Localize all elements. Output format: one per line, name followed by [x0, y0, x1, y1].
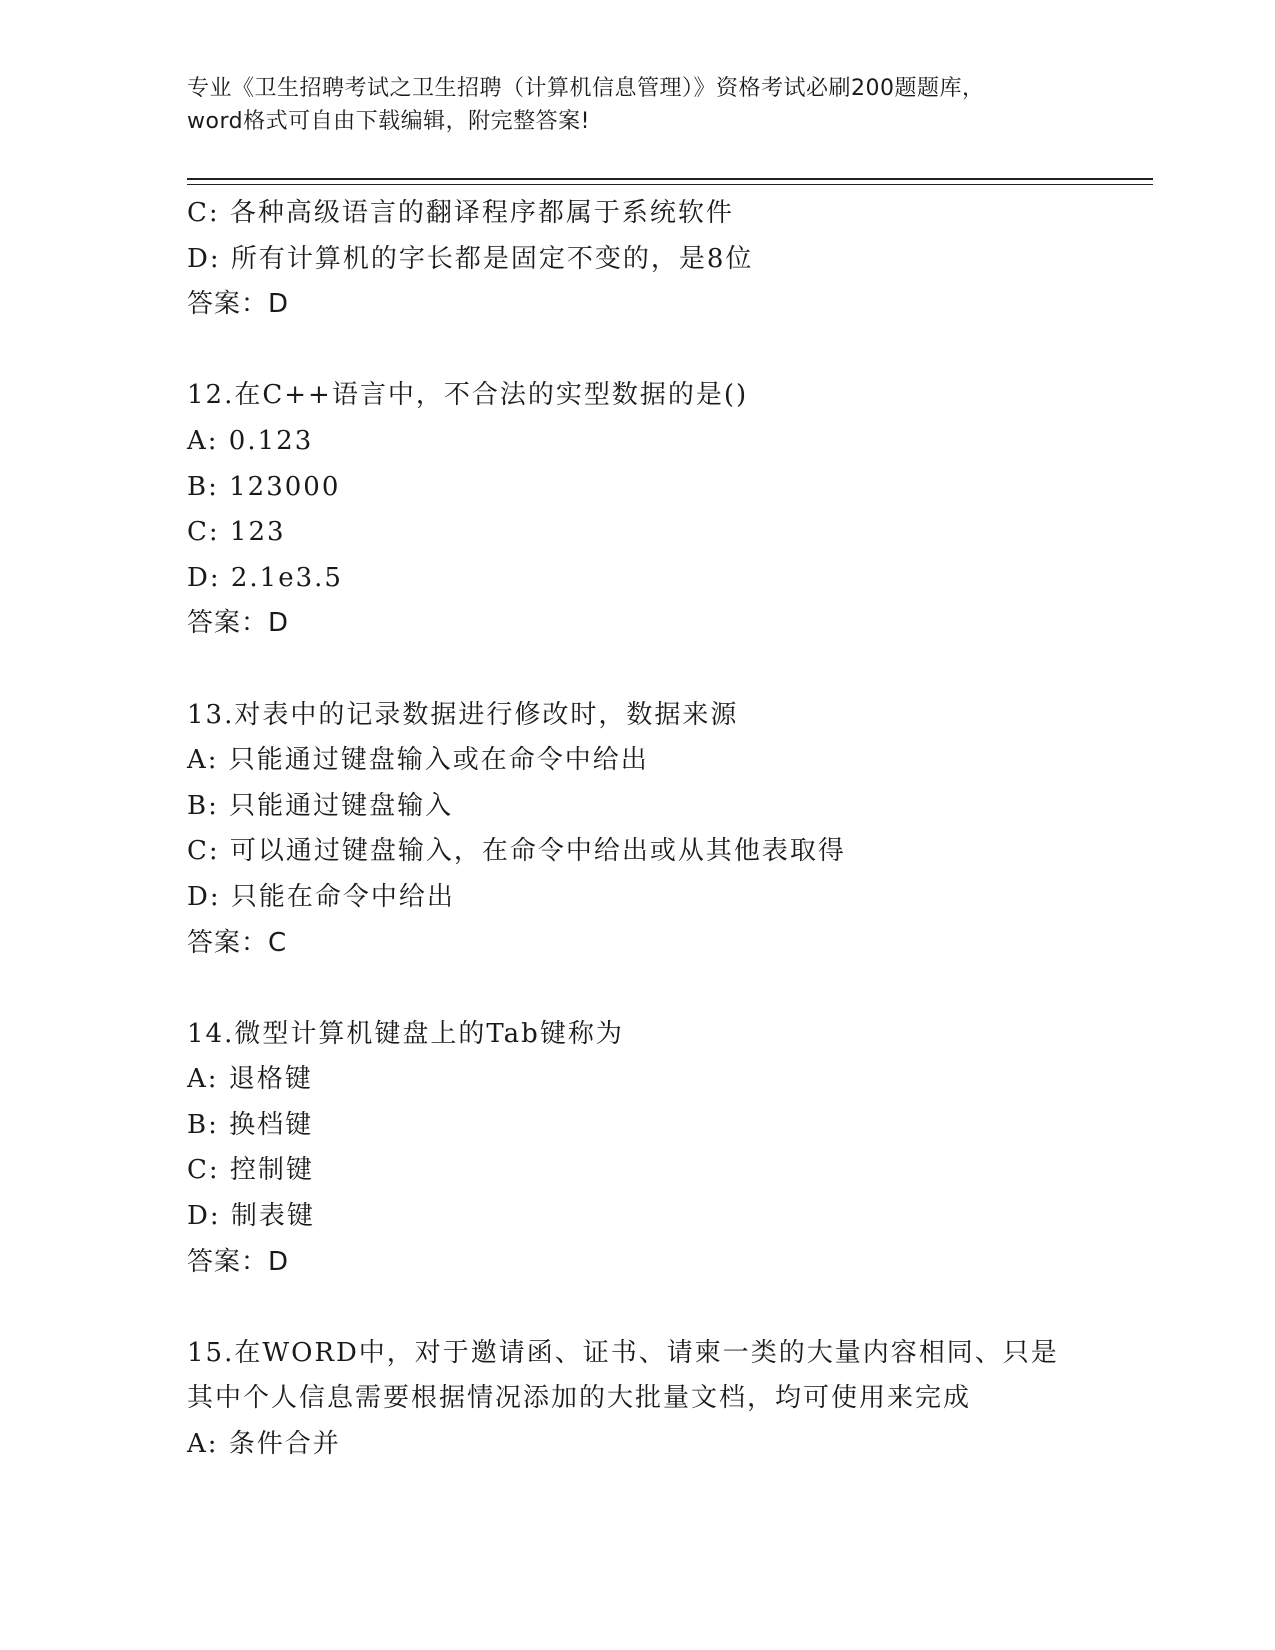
option-c: C: 各种高级语言的翻译程序都属于系统软件: [187, 198, 734, 228]
question-13: [187, 693, 1147, 967]
option-d: D: 2.1e3.5: [187, 562, 343, 593]
option-c: C: 可以通过键盘输入，在命令中给出或从其他表取得: [187, 836, 846, 867]
answer-line: 答案：D: [187, 289, 290, 320]
option-b: B: 换档键: [187, 1109, 314, 1140]
question-stem-line-1: 15.在WORD中，对于邀请函、证书、请柬一类的大量内容相同、只是: [187, 1337, 1059, 1368]
question-stem: 13.对表中的记录数据进行修改时，数据来源: [187, 699, 739, 730]
question-14: [187, 1012, 1147, 1286]
spacer: [187, 966, 1147, 1012]
question-15: [187, 1331, 1147, 1468]
question-stem: 14.微型计算机键盘上的Tab键称为: [187, 1018, 624, 1049]
spacer: [187, 647, 1147, 693]
header-divider-thick: [187, 178, 1153, 180]
option-a: A: 只能通过键盘输入或在命令中给出: [187, 745, 649, 776]
spacer: [187, 328, 1147, 374]
option-d: D: 所有计算机的字长都是固定不变的，是8位: [187, 243, 754, 274]
spacer: [187, 1285, 1147, 1331]
option-d: D: 制表键: [187, 1201, 315, 1232]
answer-line: 答案：D: [187, 1246, 290, 1277]
question-list: [187, 191, 1147, 1468]
option-b: B: 只能通过键盘输入: [187, 790, 454, 821]
option-a: A: 退格键: [187, 1064, 313, 1095]
option-b: B: 123000: [187, 471, 341, 502]
document-header: [187, 72, 1087, 138]
answer-line: 答案：D: [187, 608, 290, 639]
answer-line: 答案：C: [187, 927, 288, 958]
question-11-continued: [187, 191, 1147, 328]
option-d: D: 只能在命令中给出: [187, 881, 455, 912]
option-a: A: 0.123: [187, 425, 314, 456]
question-stem-line-2: 其中个人信息需要根据情况添加的大批量文档，均可使用来完成: [187, 1383, 972, 1414]
question-12: [187, 373, 1147, 647]
header-line-2: word格式可自由下载编辑，附完整答案!: [187, 109, 590, 134]
header-divider-thin: [187, 184, 1153, 185]
option-a: A: 条件合并: [187, 1429, 341, 1460]
header-line-1: 专业《卫生招聘考试之卫生招聘（计算机信息管理）》资格考试必刷200题题库，: [187, 76, 985, 101]
option-c: C: 123: [187, 517, 286, 548]
question-stem: 12.在C++语言中，不合法的实型数据的是(): [187, 380, 749, 411]
option-c: C: 控制键: [187, 1155, 314, 1186]
